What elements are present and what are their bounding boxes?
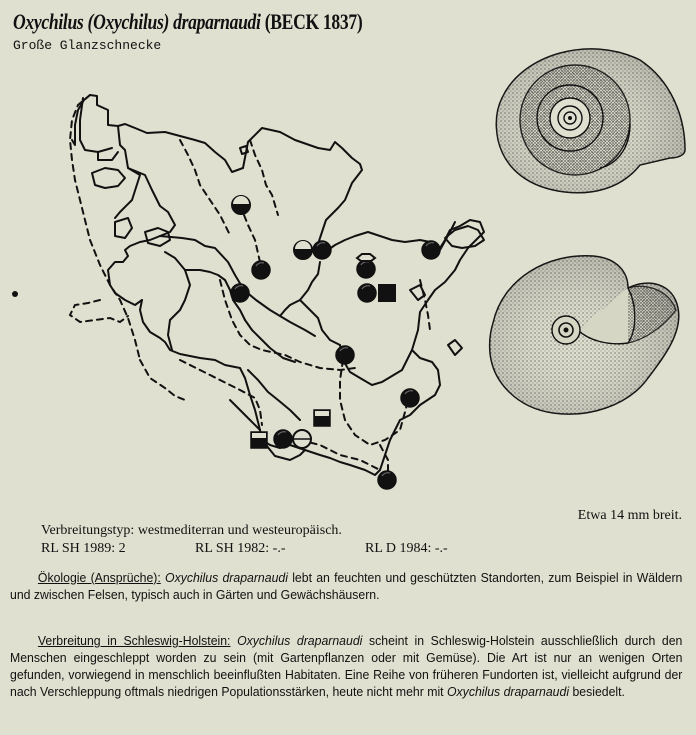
map-marker-square-half <box>314 410 330 426</box>
map-marker-square-half <box>251 432 267 448</box>
distribution-type: Verbreitungstyp: westmediterran und westeuropäisch. <box>41 523 342 538</box>
map-marker-circle-half-top-white <box>232 196 250 214</box>
distribution-text-2: besiedelt. <box>569 684 625 699</box>
shell-size-note: Etwa 14 mm breit. <box>577 508 682 523</box>
species-author: (BECK 1837) <box>264 9 363 34</box>
map-marker-circle-filled <box>401 389 419 407</box>
map-marker-circle-filled <box>358 284 376 302</box>
map-marker-circle-open <box>293 430 311 448</box>
map-marker-circle-half-top-white <box>294 241 312 259</box>
map-marker-circle-filled <box>274 430 292 448</box>
map-marker-circle-filled <box>378 471 396 489</box>
ecology-species-name: Oxychilus draparnaudi <box>165 570 288 585</box>
map-marker-circle-filled <box>422 241 440 259</box>
map-marker-circle-filled-cap <box>357 254 375 278</box>
ecology-text: lebt an feuchten und geschützten Standorten, zum Beispiel in Wäldern und zwischen Felsen, typisch auch in Gärten und Gewächshäusern. <box>10 570 683 602</box>
red-list-sh-1982: RL SH 1982: -.- <box>195 541 286 556</box>
shell-umbilical-view-illustration <box>478 248 688 428</box>
distribution-heading: Verbreitung in Schleswig-Holstein: <box>37 633 231 648</box>
species-scientific-name: Oxychilus (Oxychilus) draparnaudi <box>13 9 261 34</box>
red-list-sh-1989: RL SH 1989: 2 <box>41 541 126 556</box>
ecology-heading: Ökologie (Ansprüche): <box>37 570 161 585</box>
stray-dot <box>12 291 18 297</box>
distribution-species-name: Oxychilus draparnaudi <box>237 633 363 648</box>
ecology-paragraph <box>10 569 682 603</box>
red-list-row <box>41 540 448 558</box>
species-title <box>13 9 362 35</box>
red-list-d-1984: RL D 1984: -.- <box>365 541 448 556</box>
shell-apical-view-illustration <box>480 40 690 245</box>
species-common-name: Große Glanzschnecke <box>13 38 162 53</box>
distribution-paragraph <box>10 632 682 700</box>
map-marker-square-filled <box>378 284 396 302</box>
distribution-species-name-2: Oxychilus draparnaudi <box>447 684 570 699</box>
map-marker-circle-filled <box>252 261 270 279</box>
map-marker-circle-filled <box>313 241 331 259</box>
classification-block <box>41 522 448 558</box>
map-marker-circle-filled <box>231 284 249 302</box>
distribution-text-1: scheint in Schleswig-Holstein ausschließlich durch den Menschen eingeschleppt worden zu sein (mit Gartenpflanzen oder mit Gemüse). Die Art ist nur an wenigen Orten gefunden, vorwiegend in menschlich beeinflußten Habitaten. Eine Reihe von früheren Fundorten ist, vielleicht aufgrund der nach Verschleppung oftmals niedrigen Populationsstärken, heute nicht mehr mit <box>10 633 683 699</box>
map-marker-circle-filled <box>336 346 354 364</box>
